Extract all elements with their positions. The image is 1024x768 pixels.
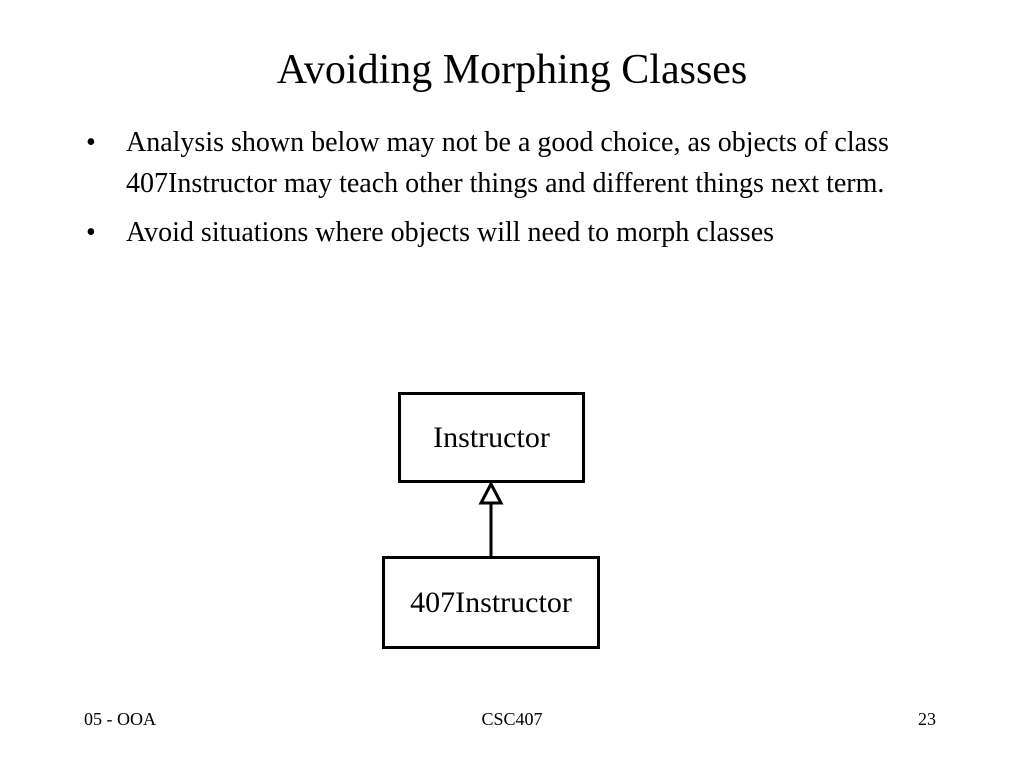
bullet-marker: • [86,127,96,158]
bullet-text: Analysis shown below may not be a good choice, as objects of class 407Instructor may teach other things and different things next term. [126,127,889,199]
407instructor-class-label: 407Instructor [410,585,572,619]
instructor-class-box [398,392,585,483]
footer-section-label: 05 - OOA [84,709,156,729]
407instructor-class-box [382,556,600,649]
generalization-arrowhead-icon [481,484,501,503]
footer-course-code: CSC407 [481,709,543,729]
footer-page-number: 23 [918,709,936,729]
slide-title: Avoiding Morphing Classes [276,47,748,93]
bullet-text: Avoid situations where objects will need to morph classes [126,217,775,248]
instructor-class-label: Instructor [433,420,550,454]
bullet-marker: • [86,217,96,248]
